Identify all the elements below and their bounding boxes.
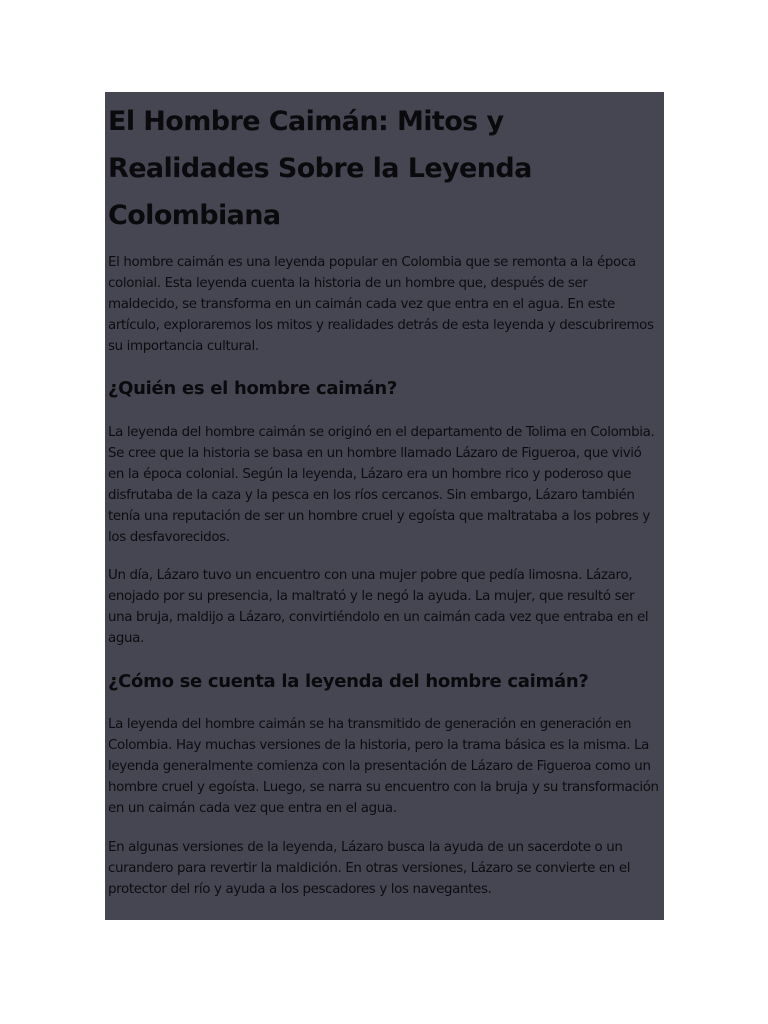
article-title: El Hombre Caimán: Mitos y Realidades Sobre la Leyenda Colombiana: [108, 106, 532, 231]
article-panel: [105, 92, 664, 920]
section-heading-quien: ¿Quién es el hombre caimán?: [108, 378, 398, 399]
section-paragraph: La leyenda del hombre caimán se originó en el departamento de Tolima en Colombia. Se cree que la historia se basa en un hombre llamado Lázaro de Figueroa, que vivió en la época colonial. Según la leyenda, Lázaro era un hombre rico y poderoso que disfrutaba de la caza y la pesca en los ríos cercanos. Sin embargo, Lázaro también tenía una reputación de ser un hombre cruel y egoísta que maltrataba a los pobres y los desfavorecidos.: [108, 425, 655, 545]
section-paragraph: En algunas versiones de la leyenda, Lázaro busca la ayuda de un sacerdote o un curandero para revertir la maldición. En otras versiones, Lázaro se convierte en el protector del río y ayuda a los pescadores y los navegantes.: [108, 840, 631, 897]
section-heading-como: ¿Cómo se cuenta la leyenda del hombre caimán?: [108, 671, 589, 692]
section-paragraph: Un día, Lázaro tuvo un encuentro con una mujer pobre que pedía limosna. Lázaro, enojado por su presencia, la maltrató y le negó la ayuda. La mujer, que resultó ser una bruja, maldijo a Lázaro, convirtiéndolo en un caimán cada vez que entraba en el agua.: [108, 568, 649, 646]
intro-paragraph: El hombre caimán es una leyenda popular en Colombia que se remonta a la época colonial. Esta leyenda cuenta la historia de un hombre que, después de ser maldecido, se transforma en un caimán cada vez que entra en el agua. En este artículo, exploraremos los mitos y realidades detrás de esta leyenda y descubriremos su importancia cultural.: [108, 255, 654, 354]
section-paragraph: La leyenda del hombre caimán se ha transmitido de generación en generación en Colombia. Hay muchas versiones de la historia, pero la trama básica es la misma. La leyenda generalmente comienza con la presentación de Lázaro de Figueroa como un hombre cruel y egoísta. Luego, se narra su encuentro con la bruja y su transformación en un caimán cada vez que entra en el agua.: [108, 717, 659, 816]
